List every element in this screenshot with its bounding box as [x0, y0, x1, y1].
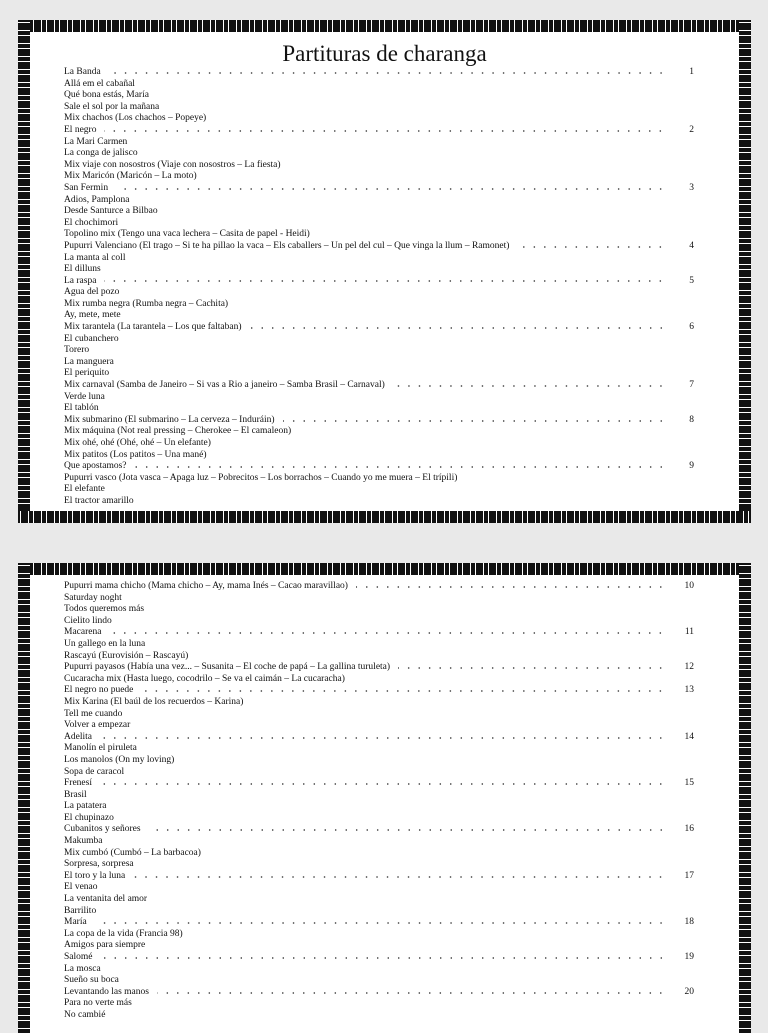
entry-title: El periquito	[64, 368, 110, 379]
toc-entry	[64, 743, 694, 755]
toc-entry	[64, 496, 694, 508]
entry-title: No cambié	[64, 1009, 106, 1020]
entry-title: Manolín el piruleta	[64, 743, 137, 754]
dot-leader	[356, 586, 666, 588]
toc-entry	[64, 206, 694, 218]
dot-leader	[104, 280, 666, 282]
entry-title: Pupurri Valenciano (El trago – Si te ha pillao la vaca – Els caballers – Un pel del cul – Que vinga la llum – Ramonet)	[64, 240, 510, 251]
toc-entry	[64, 322, 694, 334]
toc-entry	[64, 581, 694, 593]
entry-title: Frenesí	[64, 778, 92, 789]
entry-title: El cubanchero	[64, 333, 119, 344]
entry-title: Adios, Pamplona	[64, 194, 130, 205]
page-number: 19	[684, 952, 694, 962]
toc-entry	[64, 824, 694, 836]
table-of-contents	[64, 581, 694, 1022]
toc-entry	[64, 593, 694, 605]
toc-entry	[64, 415, 694, 427]
entry-title: Rascayú (Eurovisión – Rascayú)	[64, 650, 189, 661]
toc-entry	[64, 79, 694, 91]
toc-entry	[64, 651, 694, 663]
dot-leader	[104, 130, 666, 132]
entry-title: El toro y la luna	[64, 870, 126, 881]
entry-title: La mosca	[64, 963, 101, 974]
entry-title: Mix Maricón (Maricón – La moto)	[64, 171, 197, 182]
toc-entry	[64, 334, 694, 346]
toc-entry	[64, 952, 694, 964]
entry-title: El dilluns	[64, 264, 101, 275]
entry-title: Que apostamos?	[64, 461, 127, 472]
entry-title: Sopa de caracol	[64, 766, 125, 777]
page-number: 6	[689, 322, 694, 333]
entry-title: El negro	[64, 124, 97, 135]
toc-entry	[64, 674, 694, 686]
entry-title: Qué bona estás, María	[64, 90, 149, 101]
entry-title: Cucaracha mix (Hasta luego, cocodrilo – Se va el caimán – La cucaracha)	[64, 673, 345, 684]
entry-title: Mix chachos (Los chachos – Popeye)	[64, 113, 207, 124]
dot-leader	[116, 188, 666, 190]
entry-title: Cubanitos y señores	[64, 824, 141, 835]
toc-entry	[64, 871, 694, 883]
entry-title: La Mari Carmen	[64, 136, 128, 147]
toc-entry	[64, 183, 694, 195]
toc-entry	[64, 627, 694, 639]
entry-title: Mix ohé, ohé (Ohé, ohé – Un elefante)	[64, 438, 211, 448]
page-number: 16	[684, 824, 694, 835]
dot-leader	[517, 246, 666, 248]
entry-title: Mix cumbó (Cumbó – La barbacoa)	[64, 847, 201, 858]
entry-title: Salomé	[64, 952, 93, 962]
border-ornament-top	[18, 20, 751, 32]
entry-title: Cielito lindo	[64, 615, 112, 626]
toc-entry	[64, 906, 694, 918]
toc-entry	[64, 426, 694, 438]
dot-leader	[109, 72, 666, 74]
toc-entry	[64, 195, 694, 207]
toc-entry	[64, 148, 694, 160]
entry-title: La raspa	[64, 275, 97, 286]
toc-entry	[64, 67, 694, 79]
toc-entry	[64, 639, 694, 651]
entry-title: Desde Santurce a Bilbao	[64, 206, 158, 217]
entry-title: El negro no puede	[64, 685, 134, 696]
dot-leader	[393, 385, 666, 387]
entry-title: San Fermin	[64, 182, 109, 193]
toc-entry	[64, 778, 694, 790]
border-ornament-top	[18, 563, 751, 575]
toc-entry	[64, 685, 694, 697]
toc-entry	[64, 975, 694, 987]
entry-title: La ventanita del amor	[64, 894, 148, 905]
page-number: 13	[684, 685, 694, 696]
toc-entry	[64, 859, 694, 871]
page-number: 18	[684, 917, 694, 928]
entry-title: Macarena	[64, 627, 102, 638]
border-ornament-left	[18, 20, 30, 523]
entry-title: Mix tarantela (La tarantela – Los que faltaban)	[64, 322, 242, 333]
toc-entry	[64, 160, 694, 172]
toc-entry	[64, 929, 694, 941]
dot-leader	[133, 876, 666, 878]
entry-title: Mix carnaval (Samba de Janeiro – Si vas a Rio a janeiro – Samba Brasil – Carnaval)	[64, 380, 385, 391]
entry-title: El chupinazo	[64, 812, 114, 823]
entry-title: La copa de la vida (Francia 98)	[64, 928, 183, 939]
entry-title: Mix máquina (Not real pressing – Cherokee – El camaleon)	[64, 426, 292, 437]
toc-entry	[64, 894, 694, 906]
entry-title: Pupurri payasos (Había una vez... – Susanita – El coche de papá – La gallina turuleta)	[64, 662, 391, 673]
toc-entry	[64, 801, 694, 813]
toc-entry	[64, 732, 694, 744]
dot-leader	[398, 667, 666, 669]
toc-entry	[64, 697, 694, 709]
toc-entry	[64, 848, 694, 860]
toc-entry	[64, 287, 694, 299]
border-ornament-right	[739, 20, 751, 523]
page-number: 5	[689, 275, 694, 286]
toc-entry	[64, 767, 694, 779]
entry-title: María	[64, 917, 87, 928]
entry-title: Mix patitos (Los patitos – Una mané)	[64, 449, 207, 460]
toc-entry	[64, 917, 694, 929]
dot-leader	[283, 420, 666, 422]
toc-entry	[64, 368, 694, 380]
toc-entry	[64, 125, 694, 137]
page-number: 12	[684, 662, 694, 673]
page-number: 15	[684, 778, 694, 789]
dot-leader	[109, 632, 666, 634]
toc-entry	[64, 299, 694, 311]
dot-leader	[100, 783, 666, 785]
entry-title: Ay, mete, mete	[64, 310, 121, 321]
toc-entry	[64, 403, 694, 415]
toc-entry	[64, 380, 694, 392]
page-number: 11	[684, 627, 694, 638]
entry-title: Verde luna	[64, 391, 105, 402]
page-number: 8	[689, 414, 694, 425]
toc-entry	[64, 882, 694, 894]
toc-entry	[64, 392, 694, 404]
page-number: 17	[684, 870, 694, 881]
entry-title: Mix submarino (El submarino – La cerveza – Induráin)	[64, 414, 275, 425]
page-number: 9	[689, 461, 694, 472]
entry-title: Pupurri vasco (Jota vasca – Apaga luz – Pobrecitos – Los borrachos – Cuando yo me muera – El trípili)	[64, 472, 458, 483]
border-ornament-right	[739, 563, 751, 1033]
toc-entry	[64, 461, 694, 473]
entry-title: Mix rumba negra (Rumba negra – Cachita)	[64, 298, 229, 309]
dot-leader	[141, 690, 666, 692]
toc-entry	[64, 987, 694, 999]
page-number: 1	[689, 67, 694, 77]
toc-entry	[64, 998, 694, 1010]
toc-entry	[64, 450, 694, 462]
entry-title: Mix viaje con nosostros (Viaje con nosostros – La fiesta)	[64, 159, 281, 170]
entry-title: La manta al coll	[64, 252, 126, 263]
toc-entry	[64, 755, 694, 767]
toc-entry	[64, 1010, 694, 1022]
entry-title: Adelita	[64, 731, 92, 742]
page-2	[18, 563, 751, 1033]
toc-entry	[64, 720, 694, 732]
entry-title: Amigos para siempre	[64, 940, 146, 951]
entry-title: Saturday noght	[64, 592, 122, 603]
page-1	[18, 20, 751, 523]
toc-entry	[64, 616, 694, 628]
toc-entry	[64, 790, 694, 802]
page-number: 20	[684, 986, 694, 997]
toc-entry	[64, 171, 694, 183]
entry-title: Tell me cuando	[64, 708, 123, 719]
dot-leader	[135, 466, 666, 468]
dot-leader	[100, 737, 666, 739]
entry-title: Sueño su boca	[64, 975, 119, 986]
dot-leader	[250, 327, 666, 329]
toc-entry	[64, 241, 694, 253]
entry-title: Allá em el cabañal	[64, 78, 135, 89]
page-number: 3	[689, 182, 694, 193]
toc-entry	[64, 345, 694, 357]
border-ornament-left	[18, 563, 30, 1033]
toc-entry	[64, 662, 694, 674]
entry-title: Makumba	[64, 836, 103, 847]
page-number: 4	[689, 240, 694, 251]
dot-leader	[149, 829, 666, 831]
entry-title: Para no verte más	[64, 998, 132, 1009]
toc-entry	[64, 473, 694, 485]
page-number: 10	[684, 581, 694, 591]
entry-title: Brasil	[64, 789, 87, 800]
toc-entry	[64, 102, 694, 114]
toc-entry	[64, 940, 694, 952]
toc-entry	[64, 113, 694, 125]
entry-title: Un gallego en la luna	[64, 638, 146, 649]
entry-title: Sale el sol por la mañana	[64, 101, 160, 112]
toc-entry	[64, 357, 694, 369]
toc-entry	[64, 310, 694, 322]
entry-title: Volver a empezar	[64, 720, 131, 731]
toc-entry	[64, 964, 694, 976]
entry-title: Agua del pozo	[64, 287, 120, 298]
toc-entry	[64, 137, 694, 149]
toc-entry	[64, 253, 694, 265]
entry-title: El tablón	[64, 403, 99, 414]
page-title: Partituras de charanga	[282, 41, 487, 66]
entry-title: La patatera	[64, 801, 107, 812]
dot-leader	[101, 957, 667, 959]
toc-entry	[64, 836, 694, 848]
toc-entry	[64, 709, 694, 721]
border-ornament-bottom	[18, 511, 751, 523]
entry-title: Los manolos (On my loving)	[64, 754, 175, 765]
entry-title: Levantando las manos	[64, 986, 149, 997]
entry-title: El elefante	[64, 484, 105, 495]
toc-entry	[64, 813, 694, 825]
entry-title: Sorpresa, sorpresa	[64, 859, 134, 870]
page-number: 7	[689, 380, 694, 391]
entry-title: Topolino mix (Tengo una vaca lechera – Casita de papel - Heidi)	[64, 229, 310, 240]
entry-title: Torero	[64, 345, 90, 356]
page-number: 2	[689, 124, 694, 135]
entry-title: La manguera	[64, 356, 114, 367]
page-number: 14	[684, 731, 694, 742]
toc-entry	[64, 218, 694, 230]
entry-title: Mix Karina (El baúl de los recuerdos – Karina)	[64, 696, 244, 707]
entry-title: Barrilito	[64, 905, 97, 916]
dot-leader	[95, 922, 666, 924]
toc-entry	[64, 90, 694, 102]
entry-title: La conga de jalisco	[64, 148, 138, 159]
entry-title: Todos queremos más	[64, 604, 145, 615]
toc-entry	[64, 229, 694, 241]
toc-entry	[64, 604, 694, 616]
toc-entry	[64, 264, 694, 276]
dot-leader	[157, 992, 666, 994]
entry-title: El tractor amarillo	[64, 495, 134, 506]
table-of-contents	[64, 67, 694, 508]
toc-entry	[64, 484, 694, 496]
entry-title: El chochimori	[64, 217, 119, 228]
toc-entry	[64, 276, 694, 288]
entry-title: Pupurri mama chicho (Mama chicho – Ay, mama Inés – Cacao maravillao)	[64, 581, 348, 591]
entry-title: La Banda	[64, 67, 101, 77]
toc-entry	[64, 438, 694, 450]
entry-title: El venao	[64, 882, 98, 893]
